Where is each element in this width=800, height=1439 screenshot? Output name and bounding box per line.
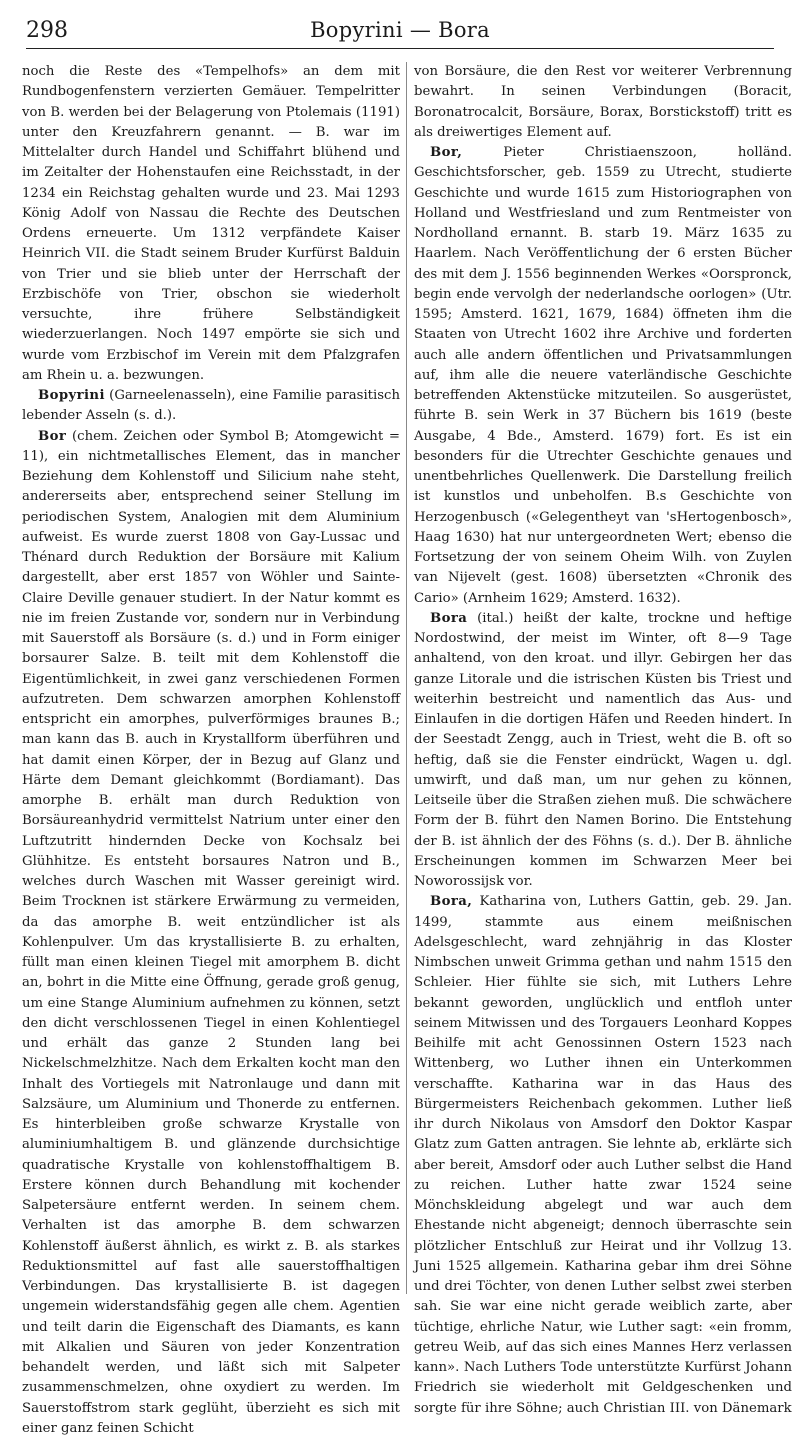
entry-bor-pieter (414, 143, 792, 609)
entry-text: (Garneelenasseln), eine Familie parasitisch lebender Asseln (s. d.). (22, 388, 400, 423)
entry-bora-katharina (414, 892, 792, 1419)
entry-headword: Bora, (430, 894, 472, 909)
left-column (22, 62, 400, 1298)
paragraph-continuation: von Borsäure, die den Rest vor weiterer Verbrennung bewahrt. In seinen Verbindungen (Boracit, Boronatrocalcit, Borsäure, Borax, Borstickstoff) tritt es als dreiwertiges Element auf. (414, 62, 792, 143)
entry-headword: Bor, (430, 145, 462, 160)
entry-headword: Bor (38, 429, 66, 444)
right-column (414, 62, 792, 1298)
page-header (26, 14, 774, 49)
page-number: 298 (26, 18, 68, 43)
entry-bora-wind (414, 609, 792, 893)
entry-text: Pieter Christiaenszoon, holländ. Geschichtsforscher, geb. 1559 zu Utrecht, studierte Geschichte und wurde 1615 zum Historiographen von Holland und Westfriesland und zum Rentmeister von Nordholland ernannt. B. starb 19. März 1635 zu Haarlem. Nach Veröffentlichung der 6 ersten Bücher des mit dem J. 1556 beginnenden Werkes «Oorspronck, begin ende vervolgh der nederlandsche oorlogen» (Utr. 1595; Amsterd. 1621, 1679, 1684) öffneten ihm die Staaten von Utrecht 1602 ihre Archive und forderten auch alle andern öffentlichen und Privatsammlungen auf, ihm alle die neuere vaterländische Geschichte betreffenden Aktenstücke mitzuteilen. So ausgerüstet, führte B. sein Werk in 37 Büchern bis 1619 (beste Ausgabe, 4 Bde., Amsterd. 1679) fort. Es ist ein besonders für die Utrechter Geschichte genaues und unentbehrliches Quellenwerk. Die Darstellung freilich ist kunstlos und unbeholfen. B.s Geschichte von Herzogenbusch («Gelegentheyt van 'sHertogenbosch», Haag 1630) hat nur untergeordneten Wert; ebenso die Fortsetzung der von seinem Oheim Wilh. von Zuylen van Nijevelt (gest. 1608) übersetzten «Chronik des Cario» (Arnheim 1629; Amsterd. 1632). (414, 145, 792, 606)
entry-text: Katharina von, Luthers Gattin, geb. 29. Jan. 1499, stammte aus einem meißnischen Adelsgeschlecht, ward zehnjährig in das Kloster Nimbschen unweit Grimma gethan und nahm 1515 den Schleier. Hier fühlte sie sich, mit Luthers Lehre bekannt geworden, unglücklich und entfloh unter seinem Mitwissen und des Torgauers Leonhard Koppes Beihilfe mit acht Genossinnen Ostern 1523 nach Wittenberg, wo Luther ihnen ein Unterkommen verschaffte. Katharina war in das Haus des Bürgermeisters Reichenbach gekommen. Luther ließ ihr durch Nikolaus von Amsdorf den Doktor Kaspar Glatz zum Gatten antragen. Sie lehnte ab, erklärte sich aber bereit, Amsdorf oder auch Luther selbst die Hand zu reichen. Luther hatte zwar 1524 seine Mönchskleidung abgelegt und war auch dem Ehestande nicht abgeneigt; dennoch überraschte sein plötzlicher Entschluß zur Heirat und ihr Vollzug 13. Juni 1525 allgemein. Katharina gebar ihm drei Söhne und drei Töchter, von denen Luther selbst zwei sterben sah. Sie war eine nicht gerade weiblich zarte, aber tüchtige, ehrliche Natur, wie Luther sagt: «ein fromm, getreu Weib, auf das sich eines Mannes Herz verlassen kann». Nach Luthers Tode unterstützte Kurfürst Johann Friedrich sie wiederholt mit Geldgeschenken und sorgte für ihre Söhne; auch Christian III. von Dänemark (414, 894, 792, 1415)
paragraph-continuation: noch die Reste des «Tempelhofs» an dem mit Rundbogenfenstern verzierten Gemäuer. Tempelritter von B. werden bei der Belagerung von Ptolemais (1191) unter den Kreuzfahrern genannt. — B. war im Mittelalter durch Handel und Schiffahrt blühend und im Zeitalter der Hohenstaufen eine Reichsstadt, in der 1234 ein Reichstag gehalten wurde und 23. Mai 1293 König Adolf von Nassau die Rechte des Deutschen Ordens erneuerte. Um 1312 verpfändete Kaiser Heinrich VII. die Stadt seinem Bruder Kurfürst Balduin von Trier und sie blieb unter der Herrschaft der Erzbischöfe von Trier, obschon sie wiederholt versuchte, ihre frühere Selbständigkeit wiederzuerlangen. Noch 1497 empörte sie sich und wurde vom Erzbischof im Verein mit dem Pfalzgrafen am Rhein u. a. bezwungen. (22, 62, 400, 386)
entry-bopyrini (22, 386, 400, 427)
running-title: Bopyrini — Bora (26, 18, 774, 42)
entry-text: (chem. Zeichen oder Symbol B; Atomgewicht = 11), ein nichtmetallisches Element, das in mancher Beziehung dem Kohlenstoff und Silicium nahe steht, andererseits aber, entsprechend seiner Stellung im periodischen System, Analogien mit dem Aluminium aufweist. Es wurde zuerst 1808 von Gay-Lussac und Thénard durch Reduktion der Borsäure mit Kalium dargestellt, aber erst 1857 von Wöhler und Sainte-Claire Deville genauer studiert. In der Natur kommt es nie im freien Zustande vor, sondern nur in Verbindung mit Sauerstoff als Borsäure (s. d.) und in Form einiger borsaurer Salze. B. teilt mit dem Kohlenstoff die Eigentümlichkeit, in zwei ganz verschiedenen Formen aufzutreten. Dem schwarzen amorphen Kohlenstoff entspricht ein amorphes, pulverförmiges braunes B.; man kann das B. auch in Krystallform überführen und hat damit einen Körper, der in Bezug auf Glanz und Härte dem Demant gleichkommt (Bordiamant). Das amorphe B. erhält man durch Reduktion von Borsäureanhydrid vermittelst Natrium unter einer den Luftzutritt hindernden Decke von Kochsalz bei Glühhitze. Es entsteht borsaures Natron und B., welches durch Waschen mit Wasser gereinigt wird. Beim Trocknen ist stärkere Erwärmung zu vermeiden, da das amorphe B. weit entzündlicher ist als Kohlenpulver. Um das krystallisierte B. zu erhalten, füllt man einen kleinen Tiegel mit amorphem B. dicht an, bohrt in die Mitte eine Öffnung, gerade groß genug, um eine Stange Aluminium aufnehmen zu können, setzt den dicht verschlossenen Tiegel in einen Kohlentiegel und erhält das ganze 2 Stunden lang bei Nickelschmelzhitze. Nach dem Erkalten kocht man den Inhalt des Vortiegels mit Natronlauge und dann mit Salzsäure, um Aluminium und Thonerde zu entfernen. Es hinterbleiben große schwarze Krystalle von aluminiumhaltigem B. und glänzende durchsichtige quadratische Krystalle von kohlenstoffhaltigem B. Erstere können durch Behandlung mit kochender Salpetersäure entfernt werden. In seinem chem. Verhalten ist das amorphe B. dem schwarzen Kohlenstoff äußerst ähnlich, es wirkt z. B. als starkes Reduktionsmittel auf fast alle sauerstoffhaltigen Verbindungen. Das krystallisierte B. ist dagegen ungemein widerstandsfähig gegen alle chem. Agentien und teilt darin die Eigenschaft des Diamants, es kann mit Alkalien und Säuren von jeder Konzentration behandelt werden, und läßt sich mit Salpeter zusammenschmelzen, ohne oxydiert zu werden. Im Sauerstoffstrom stark geglüht, überzieht es sich mit einer ganz feinen Schicht (22, 429, 400, 1436)
entry-headword: Bora (430, 611, 467, 626)
entry-headword: Bopyrini (38, 388, 105, 403)
entry-bor-element (22, 427, 400, 1439)
column-divider (406, 62, 407, 1294)
entry-text: (ital.) heißt der kalte, trockne und heftige Nordostwind, der meist im Winter, oft 8—9 Tage anhaltend, von den kroat. und illyr. Gebirgen her das ganze Litorale und die istrischen Küsten bis Triest und weiterhin bestreicht und namentlich das Aus- und Einlaufen in die dortigen Häfen und Reeden hindert. In der Seestadt Zengg, auch in Triest, weht die B. oft so heftig, daß sie die Fenster eindrückt, Wagen u. dgl. umwirft, und daß man, um nur gehen zu können, Leitseile über die Straßen ziehen muß. Die schwächere Form der B. führt den Namen Borino. Die Entstehung der B. ist ähnlich der des Föhns (s. d.). Der B. ähnliche Erscheinungen kommen im Schwarzen Meer bei Noworossijsk vor. (414, 611, 792, 889)
